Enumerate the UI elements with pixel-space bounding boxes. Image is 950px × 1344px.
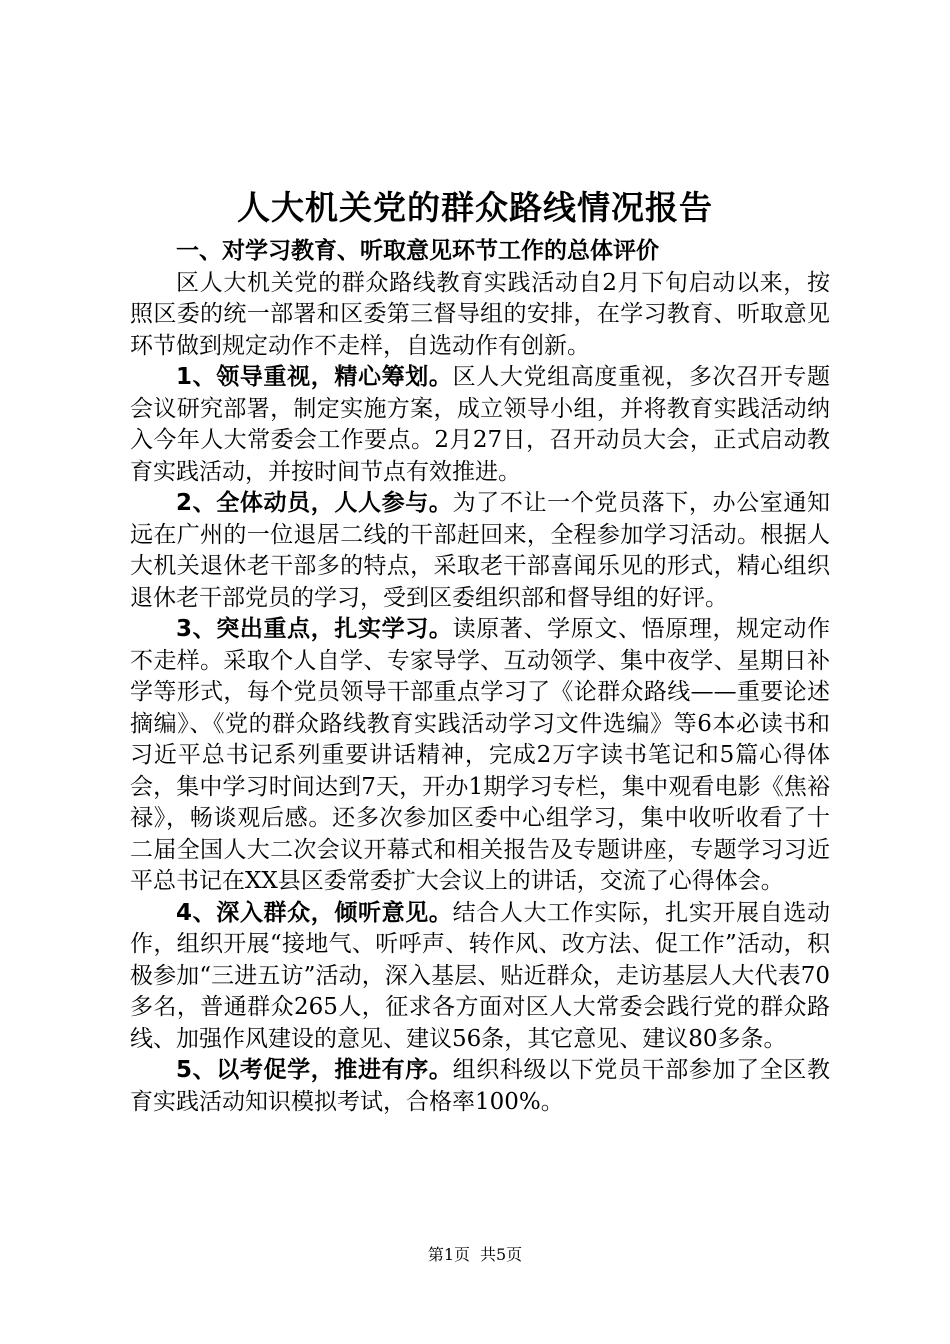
item-lead: 3、突出重点，扎实学习。	[176, 616, 453, 642]
document-title: 人大机关党的群众路线情况报告	[237, 188, 713, 227]
item-body: 区人大党组高度重视，多次召开专题会议研究部署，制定实施方案，成立领导小组，并将教育实践活动纳入今年人大常委会工作要点。2月27日，召开动员大会，正式启动教育实践活动，并按时间节点有效推进。	[130, 364, 830, 485]
item-lead: 5、以考促学，推进有序。	[176, 1057, 453, 1083]
section-heading-text: 一、对学习教育、听取意见环节工作的总体评价	[176, 238, 659, 264]
list-item	[130, 1055, 830, 1118]
item-body: 结合人大工作实际，扎实开展自选动作，组织开展“接地气、听呼声、转作风、改方法、促工作”活动，积极参加“三进五访”活动，深入基层、贴近群众，走访基层人大代表70多名，普通群众265人，征求各方面对区人大常委会践行党的群众路线、加强作风建设的意见、建议56条，其它意见、建议80多条。	[130, 899, 830, 1052]
item-lead: 2、全体动员，人人参与。	[176, 490, 453, 516]
page-footer	[0, 1244, 950, 1266]
document-body	[130, 236, 830, 1118]
page-number: 第1页	[427, 1245, 470, 1264]
intro-paragraph: 区人大机关党的群众路线教育实践活动自2月下旬启动以来，按照区委的统一部署和区委第三督导组的安排，在学习教育、听取意见环节做到规定动作不走样，自选动作有创新。	[130, 269, 830, 359]
page-total: 共5页	[480, 1245, 523, 1264]
list-item	[130, 362, 830, 488]
item-body: 组织科级以下党员干部参加了全区教育实践活动知识模拟考试，合格率100%。	[130, 1057, 830, 1115]
section-heading	[130, 236, 830, 268]
item-lead: 1、领导重视，精心筹划。	[176, 364, 453, 390]
list-item	[130, 488, 830, 614]
item-lead: 4、深入群众，倾听意见。	[176, 899, 453, 926]
list-item	[130, 898, 830, 1056]
item-body: 为了不让一个党员落下，办公室通知远在广州的一位退居二线的干部赶回来，全程参加学习活动。根据人大机关退休老干部多的特点，采取老干部喜闻乐见的形式，精心组织退休老干部党员的学习，受到区委组织部和督导组的好评。	[130, 490, 830, 611]
item-body: 读原著、学原文、悟原理，规定动作不走样。采取个人自学、专家导学、互动领学、集中夜学、星期日补学等形式，每个党员领导干部重点学习了《论群众路线——重要论述摘编》、《党的群众路线教育实践活动学习文件选编》等6本必读书和习近平总书记系列重要讲话精神，完成2万字读书笔记和5篇心得体会，集中学习时间达到7天，开办1期学习专栏，集中观看电影《焦裕禄》，畅谈观后感。还多次参加区委中心组学习，集中收听收看了十二届全国人大二次会议开幕式和相关报告及专题讲座，专题学习习近平总书记在XX县区委常委扩大会议上的讲话，交流了心得体会。	[130, 616, 830, 894]
list-item	[130, 614, 830, 898]
